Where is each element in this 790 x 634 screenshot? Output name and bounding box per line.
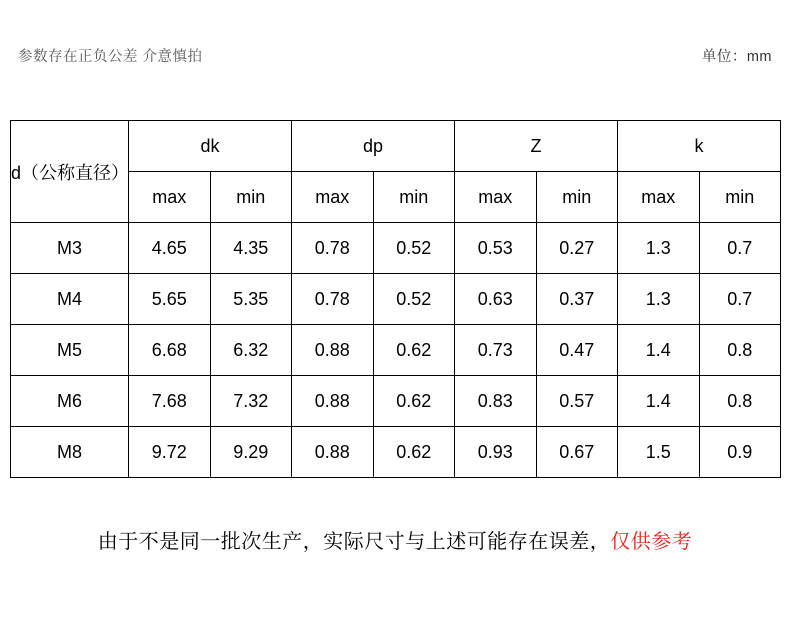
cell-k-max: 1.4 (618, 376, 700, 427)
cell-dk-max: 7.68 (129, 376, 211, 427)
cell-k-max: 1.4 (618, 325, 700, 376)
cell-k-max: 1.3 (618, 223, 700, 274)
cell-k-min: 0.7 (699, 274, 781, 325)
cell-dp-max: 0.88 (292, 376, 374, 427)
cell-dp-max: 0.88 (292, 427, 374, 478)
cell-k-min: 0.8 (699, 376, 781, 427)
cell-dp-min: 0.62 (373, 376, 455, 427)
cell-dk-min: 6.32 (210, 325, 292, 376)
header-dp-max: max (292, 172, 374, 223)
cell-z-min: 0.37 (536, 274, 618, 325)
header-group-dk: dk (129, 121, 292, 172)
cell-z-min: 0.67 (536, 427, 618, 478)
row-size: M8 (11, 427, 129, 478)
header-z-max: max (455, 172, 537, 223)
cell-dp-max: 0.78 (292, 274, 374, 325)
cell-dp-min: 0.52 (373, 274, 455, 325)
table-row (11, 427, 781, 478)
spec-table (10, 120, 781, 478)
table-group-header-row (11, 121, 781, 172)
header-nominal-diameter: d（公称直径） (11, 121, 129, 223)
disclaimer-note (0, 525, 790, 554)
cell-dp-min: 0.62 (373, 427, 455, 478)
header-k-max: max (618, 172, 700, 223)
cell-dk-max: 9.72 (129, 427, 211, 478)
cell-z-max: 0.53 (455, 223, 537, 274)
cell-z-max: 0.93 (455, 427, 537, 478)
cell-k-min: 0.9 (699, 427, 781, 478)
cell-dk-min: 5.35 (210, 274, 292, 325)
cell-z-max: 0.83 (455, 376, 537, 427)
header-dk-max: max (129, 172, 211, 223)
header-k-min: min (699, 172, 781, 223)
table-row (11, 325, 781, 376)
header-row (0, 44, 790, 66)
disclaimer-highlight: 仅供参考 (610, 531, 693, 553)
table-row (11, 376, 781, 427)
header-group-z: Z (455, 121, 618, 172)
cell-dk-min: 7.32 (210, 376, 292, 427)
cell-k-max: 1.3 (618, 274, 700, 325)
cell-k-max: 1.5 (618, 427, 700, 478)
table-row (11, 223, 781, 274)
cell-dk-min: 4.35 (210, 223, 292, 274)
cell-z-min: 0.27 (536, 223, 618, 274)
cell-dk-min: 9.29 (210, 427, 292, 478)
header-dp-min: min (373, 172, 455, 223)
row-size: M4 (11, 274, 129, 325)
unit-label: 单位：mm (701, 48, 772, 65)
cell-dk-max: 4.65 (129, 223, 211, 274)
cell-dp-max: 0.78 (292, 223, 374, 274)
disclaimer-text: 由于不是同一批次生产，实际尺寸与上述可能存在误差， (97, 531, 611, 553)
row-size: M3 (11, 223, 129, 274)
header-group-k: k (618, 121, 781, 172)
table-row (11, 274, 781, 325)
cell-dp-min: 0.62 (373, 325, 455, 376)
cell-k-min: 0.7 (699, 223, 781, 274)
cell-z-min: 0.57 (536, 376, 618, 427)
spec-table-container (10, 120, 780, 478)
header-z-min: min (536, 172, 618, 223)
cell-z-min: 0.47 (536, 325, 618, 376)
cell-dp-min: 0.52 (373, 223, 455, 274)
cell-z-max: 0.73 (455, 325, 537, 376)
cell-dp-max: 0.88 (292, 325, 374, 376)
cell-dk-max: 6.68 (129, 325, 211, 376)
row-size: M5 (11, 325, 129, 376)
header-dk-min: min (210, 172, 292, 223)
tolerance-note: 参数存在正负公差 介意慎拍 (18, 48, 203, 65)
cell-k-min: 0.8 (699, 325, 781, 376)
cell-z-max: 0.63 (455, 274, 537, 325)
row-size: M6 (11, 376, 129, 427)
cell-dk-max: 5.65 (129, 274, 211, 325)
header-group-dp: dp (292, 121, 455, 172)
